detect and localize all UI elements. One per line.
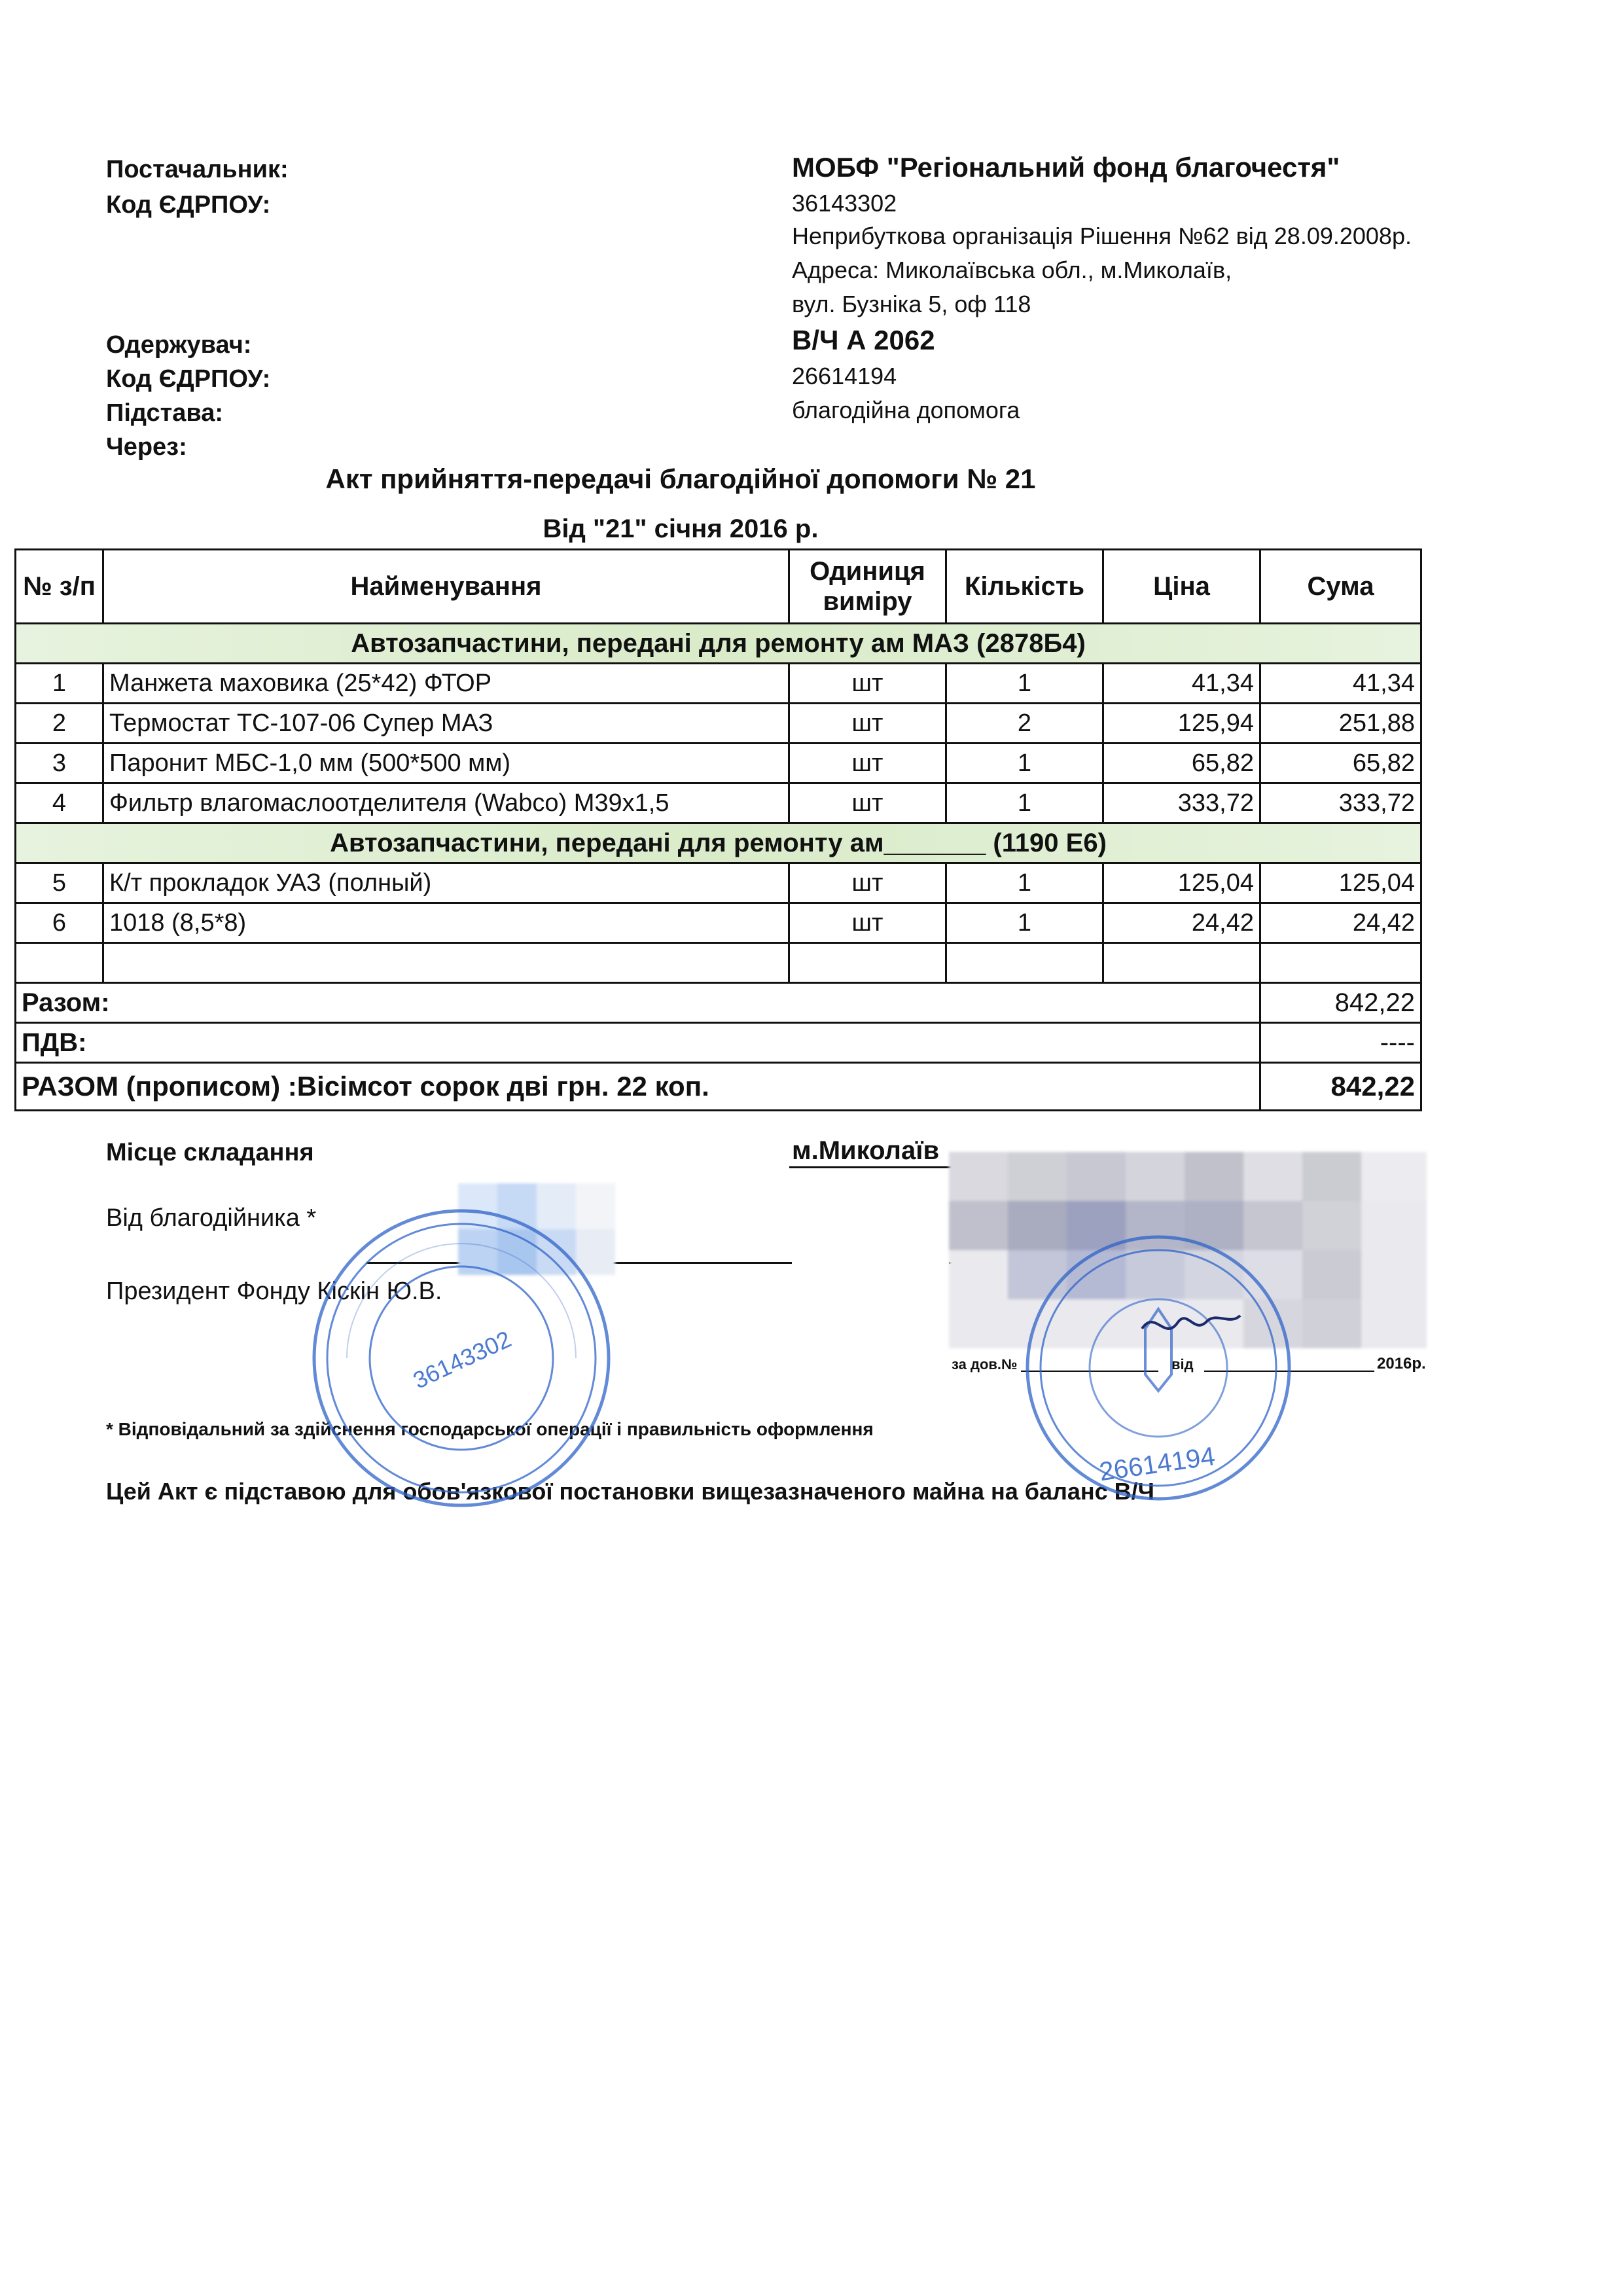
total-words-row	[16, 1063, 1421, 1111]
section-title: Автозапчастини, передані для ремонту ам МАЗ (2878Б4)	[16, 624, 1421, 664]
cell-qty: 1	[946, 744, 1103, 783]
supplier-address-line1: Адреса: Миколаївська обл., м.Миколаїв,	[792, 257, 1232, 283]
supplier-name: МОБФ "Регіональний фонд благочестя"	[792, 152, 1340, 183]
supplier-note: Неприбуткова організація Рішення №62 від 28.09.2008р.	[792, 223, 1412, 249]
basis-value: благодійна допомога	[792, 397, 1020, 423]
cell-price: 24,42	[1103, 903, 1260, 943]
total-value: 842,22	[1260, 983, 1421, 1023]
vat-row	[16, 1023, 1421, 1063]
total-words-value: 842,22	[1260, 1063, 1421, 1111]
table-row	[16, 664, 1421, 704]
cell-qty: 2	[946, 704, 1103, 744]
year-label: 2016р.	[1377, 1355, 1426, 1372]
cell-price: 333,72	[1103, 783, 1260, 823]
col-header-qty: Кількість	[946, 550, 1103, 624]
table-row	[16, 704, 1421, 744]
cell-price: 125,94	[1103, 704, 1260, 744]
recipient-code-label: Код ЄДРПОУ:	[106, 365, 271, 393]
section-row-2	[16, 823, 1421, 863]
cell-sum: 24,42	[1260, 903, 1421, 943]
table-row	[16, 783, 1421, 823]
cell-empty	[946, 943, 1103, 983]
col-header-name: Найменування	[103, 550, 789, 624]
col-header-price: Ціна	[1103, 550, 1260, 624]
recipient-label: Одержувач:	[106, 331, 252, 359]
cell-price: 125,04	[1103, 863, 1260, 903]
cell-empty	[16, 943, 103, 983]
vat-value: ----	[1260, 1023, 1421, 1063]
table-row	[16, 863, 1421, 903]
place-label: Місце складання	[106, 1139, 314, 1166]
cell-num: 3	[16, 744, 103, 783]
power-of-attorney-label: за дов.№	[952, 1356, 1018, 1372]
charity-fund-seal	[308, 1204, 615, 1512]
table-row	[16, 744, 1421, 783]
handwritten-signature	[1139, 1302, 1243, 1348]
cell-empty	[103, 943, 789, 983]
cell-qty: 1	[946, 863, 1103, 903]
president-label: Президент Фонду Кіскін Ю.В.	[106, 1278, 442, 1305]
col-header-unit: Одиниця виміру	[789, 550, 946, 624]
cell-price: 41,34	[1103, 664, 1260, 704]
cell-empty	[789, 943, 946, 983]
cell-sum: 125,04	[1260, 863, 1421, 903]
cell-num: 5	[16, 863, 103, 903]
total-row	[16, 983, 1421, 1023]
section-row-1	[16, 624, 1421, 664]
cell-name: Фильтр влагомаслоотделителя (Wabco) М39х1,5	[103, 783, 789, 823]
cell-sum: 333,72	[1260, 783, 1421, 823]
cell-unit: шт	[789, 903, 946, 943]
total-words-label: РАЗОМ (прописом) :Вісімсот сорок дві грн. 22 коп.	[16, 1063, 1260, 1111]
cell-num: 2	[16, 704, 103, 744]
cell-empty	[1103, 943, 1260, 983]
cell-sum: 41,34	[1260, 664, 1421, 704]
basis-label: Підстава:	[106, 399, 224, 427]
section-title: Автозапчастини, передані для ремонту ам_______ (1190 Е6)	[16, 823, 1421, 863]
table-row	[16, 903, 1421, 943]
table-header-row	[16, 550, 1421, 624]
cell-empty	[1260, 943, 1421, 983]
cell-unit: шт	[789, 704, 946, 744]
from-word: від	[1171, 1356, 1194, 1372]
closing-statement: Цей Акт є підставою для обов'язкової постановки вищезазначеного майна на баланс В/Ч	[106, 1478, 1154, 1505]
recipient-name: В/Ч А 2062	[792, 325, 935, 355]
col-header-sum: Сума	[1260, 550, 1421, 624]
from-donor-label: Від благодійника *	[106, 1204, 317, 1232]
cell-name: Манжета маховика (25*42) ФТОР	[103, 664, 789, 704]
via-label: Через:	[106, 433, 187, 461]
supplier-code: 36143302	[792, 190, 897, 217]
supplier-label: Постачальник:	[106, 156, 289, 183]
cell-price: 65,82	[1103, 744, 1260, 783]
table-row-empty	[16, 943, 1421, 983]
items-table	[14, 548, 1422, 1111]
vat-label: ПДВ:	[16, 1023, 1260, 1063]
cell-unit: шт	[789, 783, 946, 823]
seal-code: 36143302	[408, 1325, 516, 1394]
cell-unit: шт	[789, 664, 946, 704]
cell-name: Паронит МБС-1,0 мм (500*500 мм)	[103, 744, 789, 783]
total-label: Разом:	[16, 983, 1260, 1023]
cell-unit: шт	[789, 744, 946, 783]
cell-sum: 251,88	[1260, 704, 1421, 744]
document-title: Акт прийняття-передачі благодійної допомоги № 21	[325, 463, 1036, 494]
supplier-code-label: Код ЄДРПОУ:	[106, 191, 271, 219]
document-date: Від "21" січня 2016 р.	[543, 514, 819, 543]
cell-name: Термостат ТС-107-06 Супер МАЗ	[103, 704, 789, 744]
cell-sum: 65,82	[1260, 744, 1421, 783]
cell-num: 1	[16, 664, 103, 704]
cell-qty: 1	[946, 664, 1103, 704]
seal-code-right: 26614194	[1097, 1441, 1217, 1487]
supplier-address-line2: вул. Бузніка 5, оф 118	[792, 291, 1031, 317]
military-unit-seal	[1021, 1230, 1296, 1505]
cell-name: 1018 (8,5*8)	[103, 903, 789, 943]
cell-qty: 1	[946, 783, 1103, 823]
place-value: м.Миколаїв	[792, 1136, 940, 1165]
cell-num: 4	[16, 783, 103, 823]
recipient-code: 26614194	[792, 363, 897, 389]
footnote: * Відповідальний за здійснення господарської операції і правильність оформлення	[106, 1419, 874, 1439]
cell-qty: 1	[946, 903, 1103, 943]
col-header-num: № з/п	[16, 550, 103, 624]
cell-name: К/т прокладок УАЗ (полный)	[103, 863, 789, 903]
cell-unit: шт	[789, 863, 946, 903]
cell-num: 6	[16, 903, 103, 943]
